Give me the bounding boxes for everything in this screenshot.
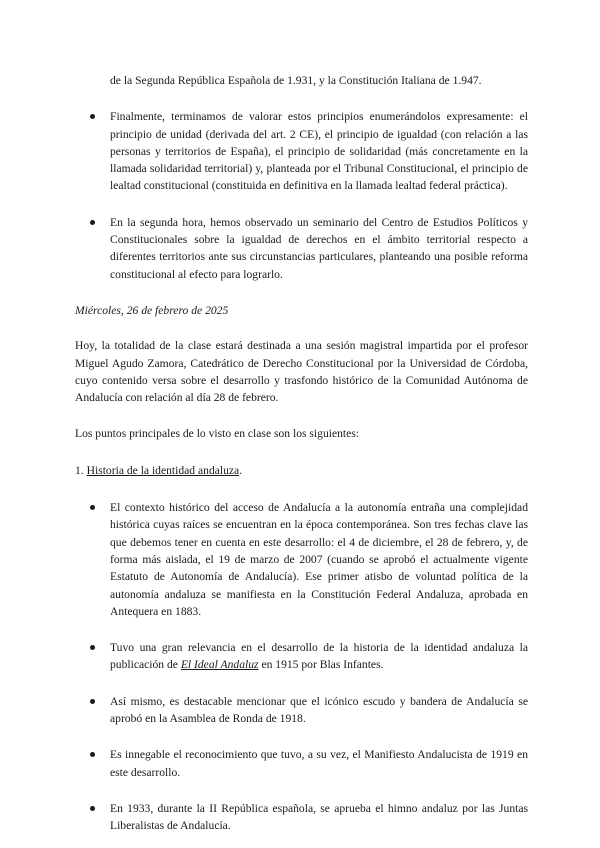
list-item [75,214,528,283]
bullet-list-principles [75,108,528,283]
bullet-dot-icon [90,645,95,650]
list-item-text: En 1933, durante la II República española, se aprueba el himno andaluz por las Juntas Liberalistas de Andalucía. [110,801,528,833]
list-item-text: El contexto histórico del acceso de Andalucía a la autonomía entraña una complejidad histórica cuyas raíces se encuentran en la época contemporánea. Son tres fechas clave las que debemos tener en cuenta en este desarrollo: el 4 de diciembre, el 28 de febrero, y, de forma más aislada, el 19 de marzo de 2007 (cuando se aprobó el actualmente vigente Estatuto de Autonomía de Andalucía). Ese primer atisbo de voluntad política de la autonomía andaluza se manifiesta en la Constitución Federal Andaluza, aprobada en Antequera en 1883. [110,501,528,618]
list-item [75,746,528,781]
bullet-dot-icon [90,699,95,704]
date-heading: Miércoles, 26 de febrero de 2025 [75,303,229,317]
list-item [75,499,528,620]
list-item-text: Así mismo, es destacable mencionar que el icónico escudo y bandera de Andalucía se aprobó en la Asamblea de Ronda de 1918. [110,694,528,726]
list-item [75,639,528,674]
bullet-dot-icon [90,220,95,225]
section-heading [75,462,528,479]
list-item-text: Finalmente, terminamos de valorar estos principios enumerándolos expresamente: el principio de unidad (derivada del art. 2 CE), el principio de igualdad (con relación a las personas y territorios de España), el principio de solidaridad (más concretamente en la llamada solidaridad territorial) y, planteada por el Tribunal Constitucional, el principio de lealtad constitucional (constituida en definitiva en la llamada lealtad federal práctica). [110,110,528,193]
list-item-text: En la segunda hora, hemos observado un seminario del Centro de Estudios Políticos y Constitucionales sobre la igualdad de derechos en el ámbito territorial respecto a diferentes territorios ante sus circunstancias particulares, planteando una posible reforma constitucional al efecto para lograrlo. [110,215,528,281]
intro-paragraph: Hoy, la totalidad de la clase estará destinada a una sesión magistral impartida por el profesor Miguel Agudo Zamora, Catedrático de Derecho Constitucional por la Universidad de Córdoba, cuyo contenido versa sobre el desarrollo y trasfondo histórico de la Comunidad Autónoma de Andalucía con relación al día 28 de febrero. [75,339,528,405]
list-item-text: Tuvo una gran relevancia en el desarrollo de la historia de la identidad andaluza la publicación de [110,641,528,672]
list-item-text: en 1915 por Blas Infantes. [258,658,384,672]
bullet-dot-icon [90,505,95,510]
list-item-text: Es innegable el reconocimiento que tuvo, a su vez, el Manifiesto Andalucista de 1919 en este desarrollo. [110,748,528,779]
list-item [75,693,528,728]
bullet-list-history [75,499,528,834]
list-item [75,800,528,835]
section-number: 1. [75,463,84,477]
bullet-dot-icon [90,752,95,757]
points-intro: Los puntos principales de lo visto en clase son los siguientes: [75,427,360,441]
bullet-dot-icon [90,114,95,119]
section-title: Historia de la identidad andaluza [86,463,240,477]
list-item [75,108,528,194]
bullet-dot-icon [90,806,95,811]
continuation-text: de la Segunda República Española de 1.931, y la Constitución Italiana de 1.947. [110,74,482,87]
book-title: El Ideal Andaluz [180,658,259,672]
section-title-end: . [239,463,243,477]
